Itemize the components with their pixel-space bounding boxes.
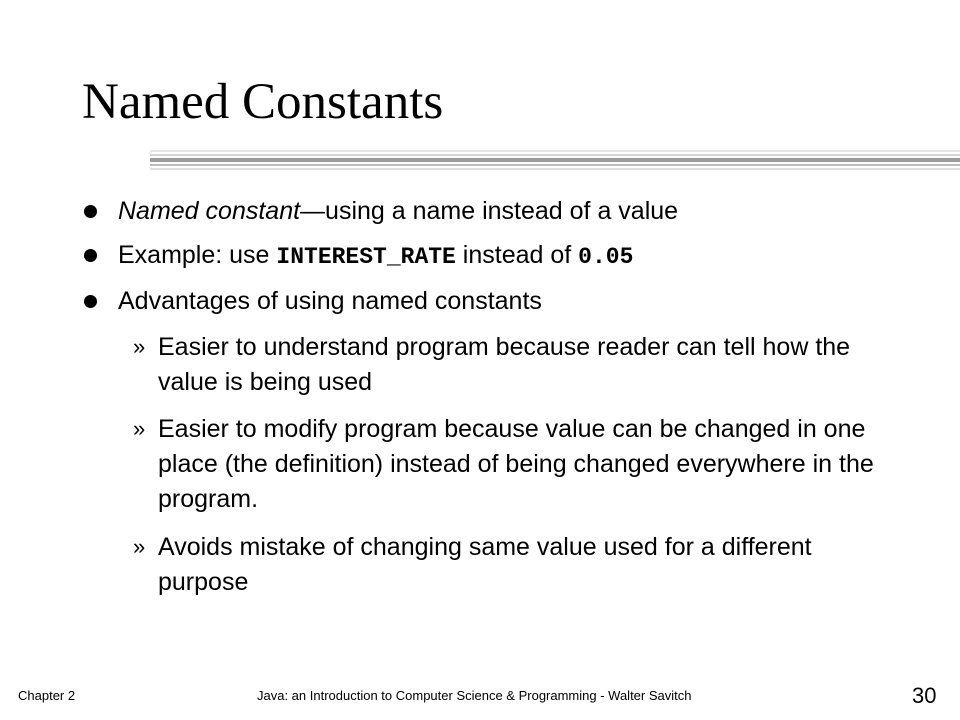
footer-chapter: Chapter 2 <box>18 688 76 703</box>
code-literal-value: 0.05 <box>578 244 634 270</box>
term-emphasis: Named constant <box>118 197 301 225</box>
divider-line <box>150 154 960 156</box>
divider-line <box>150 168 960 170</box>
slide-title: Named Constants <box>82 74 444 130</box>
sub-bullet-item: Easier to understand program because reader can tell how the value is being used <box>158 333 851 396</box>
sub-bullet-item: Avoids mistake of changing same value used for a different purpose <box>158 533 812 596</box>
bullet-item <box>118 240 633 272</box>
bullet-text: Advantages of using named constants <box>118 287 542 315</box>
footer-book-title: Java: an Introduction to Computer Science & Programming - Walter Savitch <box>257 688 692 703</box>
sub-bullet-item: Easier to modify program because value can be changed in one place (the definition) instead of being changed everywhere in the program. <box>158 415 874 513</box>
bullet-item <box>118 286 542 316</box>
divider-line <box>150 150 960 152</box>
sub-bullet-marker: » <box>133 534 146 559</box>
bullet-dot-icon <box>84 295 97 308</box>
code-constant-name: INTEREST_RATE <box>276 244 456 270</box>
bullet-dot-icon <box>84 249 97 262</box>
bullet-text: instead of <box>455 241 579 269</box>
bullet-item <box>118 196 678 226</box>
divider-line <box>150 164 960 166</box>
bullet-text: —using a name instead of a value <box>300 197 679 225</box>
sub-bullet-marker: » <box>133 416 146 441</box>
sub-bullet-marker: » <box>133 334 146 359</box>
divider-line <box>150 158 960 162</box>
bullet-dot-icon <box>84 205 97 218</box>
page-number: 30 <box>912 683 937 708</box>
bullet-text: Example: use <box>118 241 277 269</box>
title-divider <box>150 150 960 174</box>
